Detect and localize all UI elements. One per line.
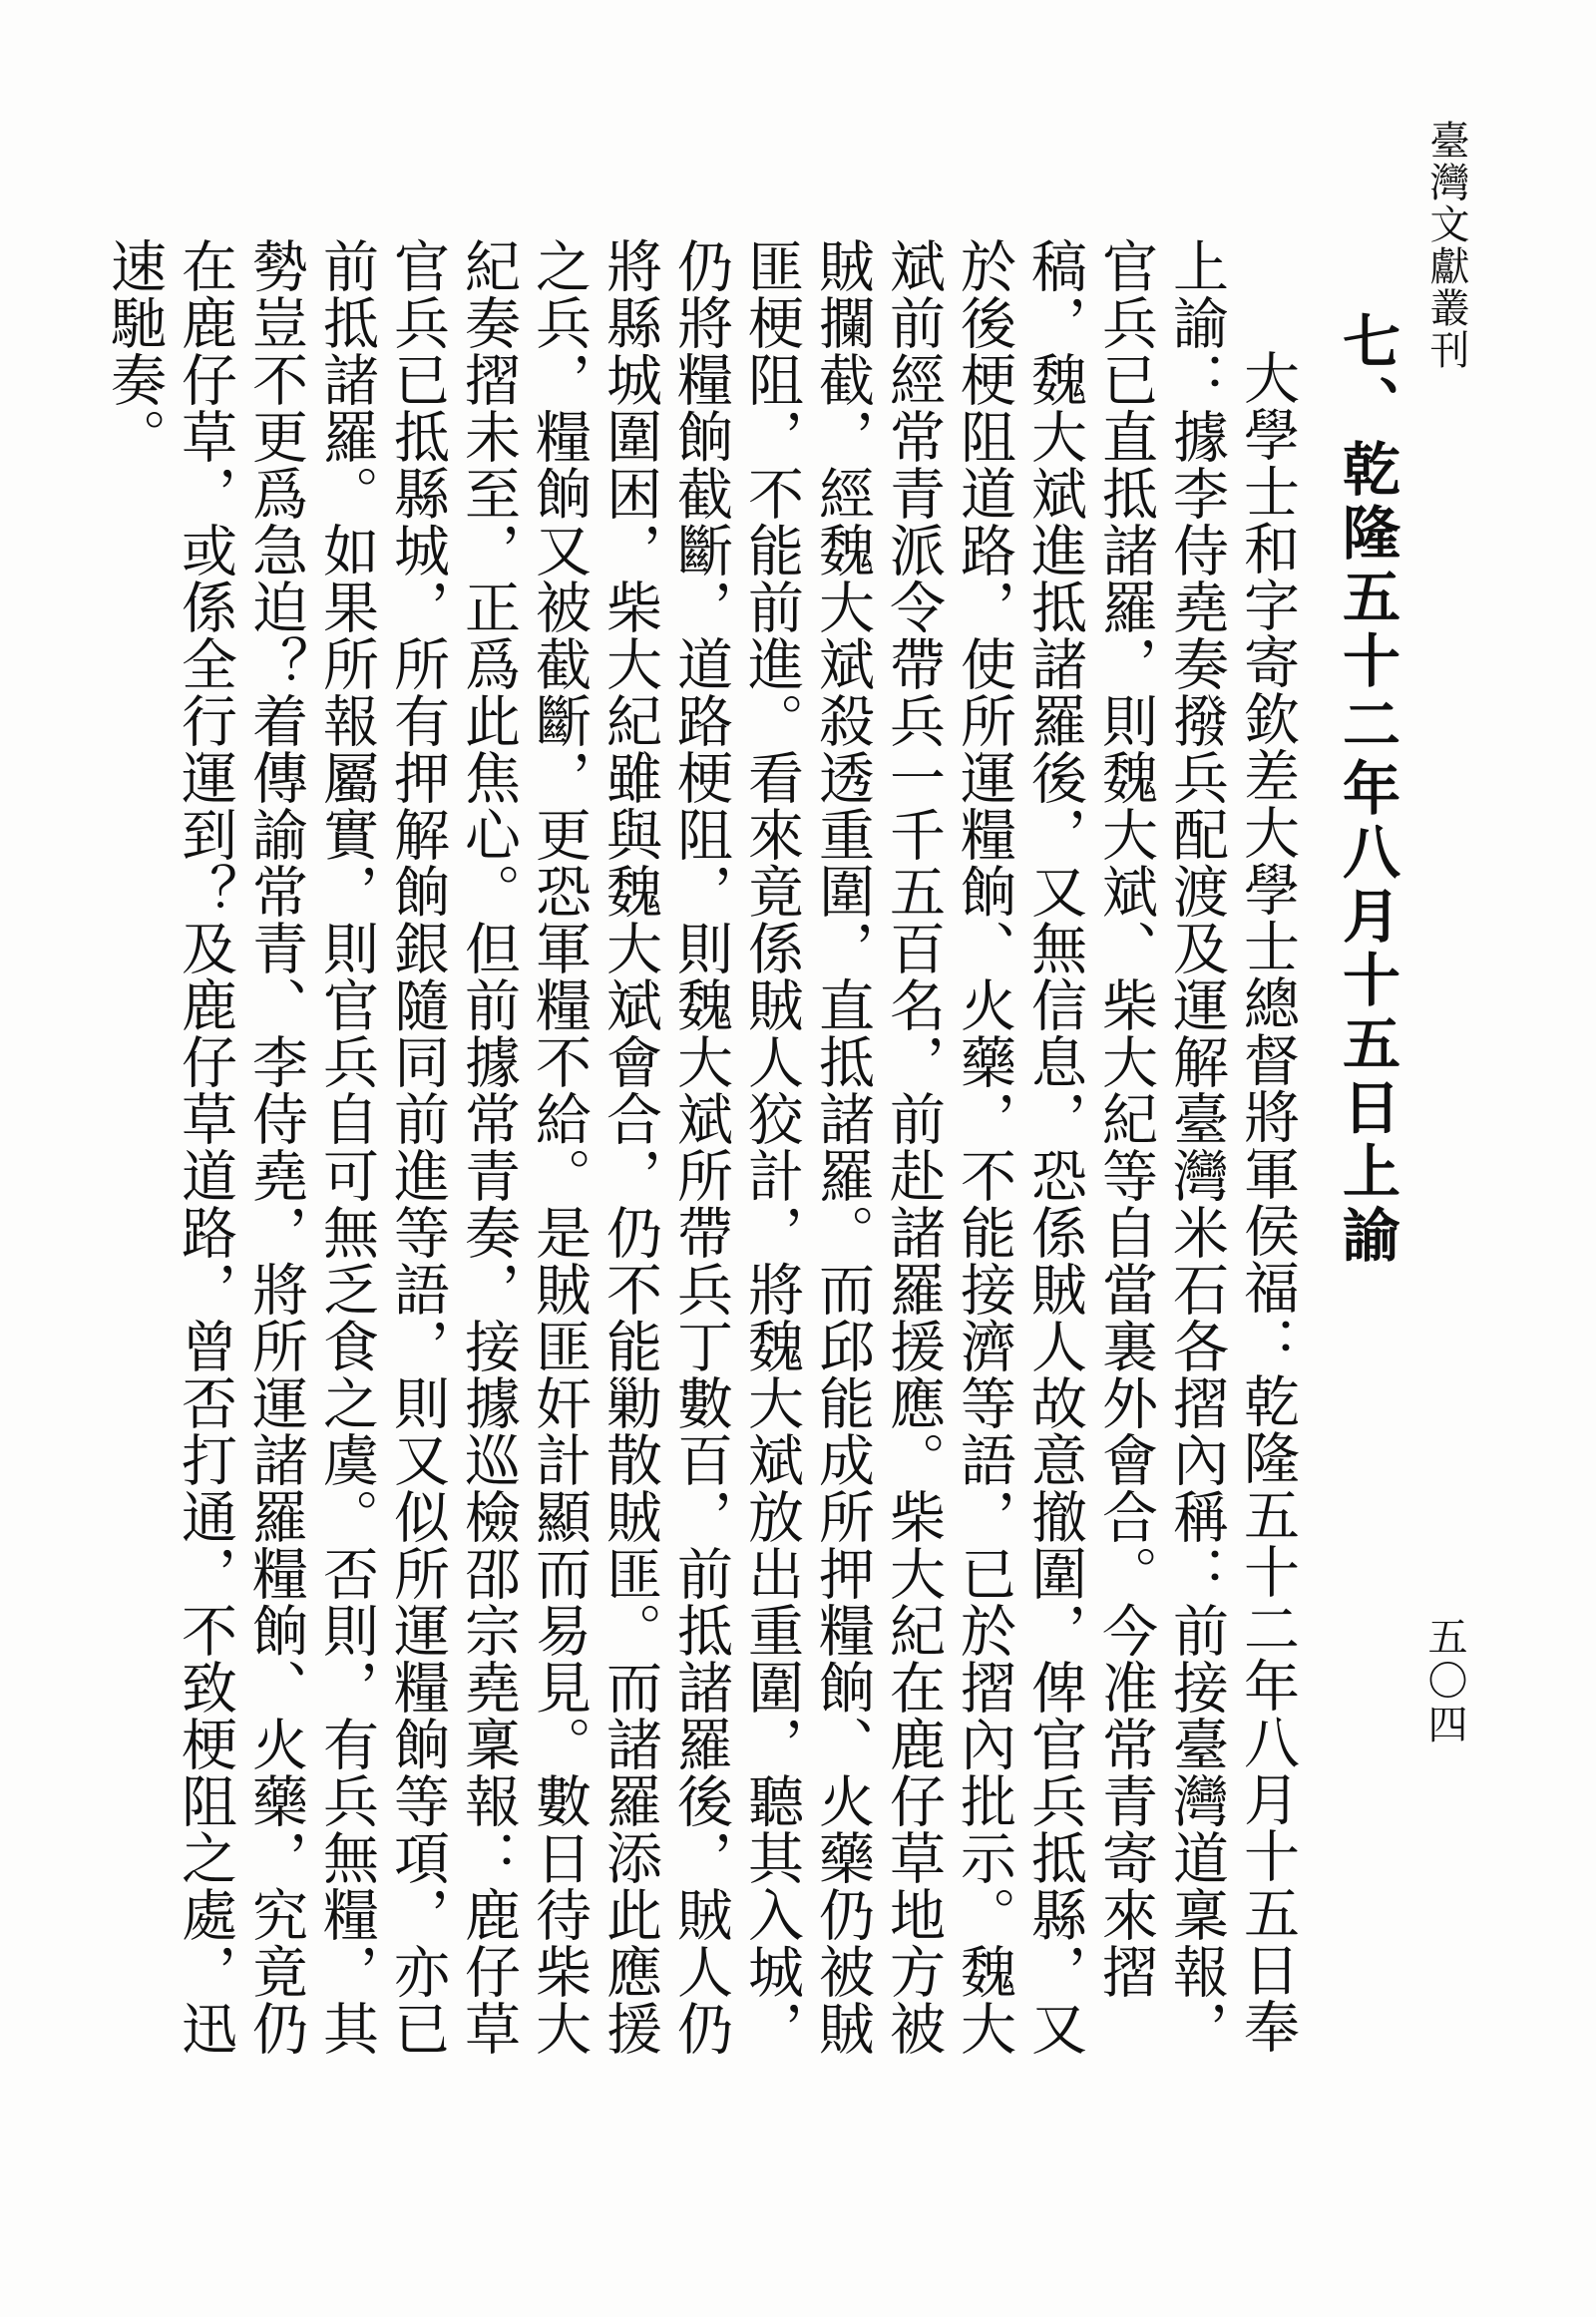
page-number: 五〇四 <box>1421 1616 1467 1747</box>
series-title: 臺灣文獻叢刊 <box>1423 120 1469 371</box>
edict-body-text: 大學士和字寄欽差大學士總督將軍侯福：乾隆五十二年八月十五日奉上諭：據李侍堯奏撥兵配渡及運解臺灣米石各摺內稱：前接臺灣道稟報，官兵已直抵諸羅，則魏大斌、柴大紀等自當裏外會合。今准常青寄來摺稿，魏大斌進抵諸羅後，又無信息，恐係賊人故意撤圍，俾官兵抵縣，又於後梗阻道路，使所運糧餉、火藥，不能接濟等語，已於摺內批示。魏大斌前經常青派令帶兵一千五百名，前赴諸羅援應。柴大紀在鹿仔草地方被賊攔截，經魏大斌殺透重圍，直抵諸羅。而邱能成所押糧餉、火藥仍被賊匪梗阻，不能前進。看來竟係賊人狡計，將魏大斌放出重圍，聽其入城，仍將糧餉截斷，道路梗阻，則魏大斌所帶兵丁數百，前抵諸羅後，賊人仍將縣城圍困，柴大紀雖與魏大斌會合，仍不能勦散賊匪。而諸羅添此應援之兵，糧餉又被截斷，更恐軍糧不給。是賊匪奸計顯而易見。數日待柴大紀奏摺未至，正爲此焦心。但前據常青奏，接據巡檢邵宗堯稟報：鹿仔草官兵已抵縣城，所有押解餉銀隨同前進等語，則又似所運糧餉等項，亦已前抵諸羅。如果所報屬實，則官兵自可無乏食之虞。否則，有兵無糧，其勢豈不更爲急迫？着傳諭常青、李侍堯，將所運諸羅糧餉、火藥，究竟仍在鹿仔草，或係全行運到？及鹿仔草道路，曾否打通，不致梗阻之處，迅速馳奏。 <box>102 237 1300 2057</box>
section-heading: 七、乾隆五十二年八月十五日上諭 <box>1333 311 1400 1269</box>
